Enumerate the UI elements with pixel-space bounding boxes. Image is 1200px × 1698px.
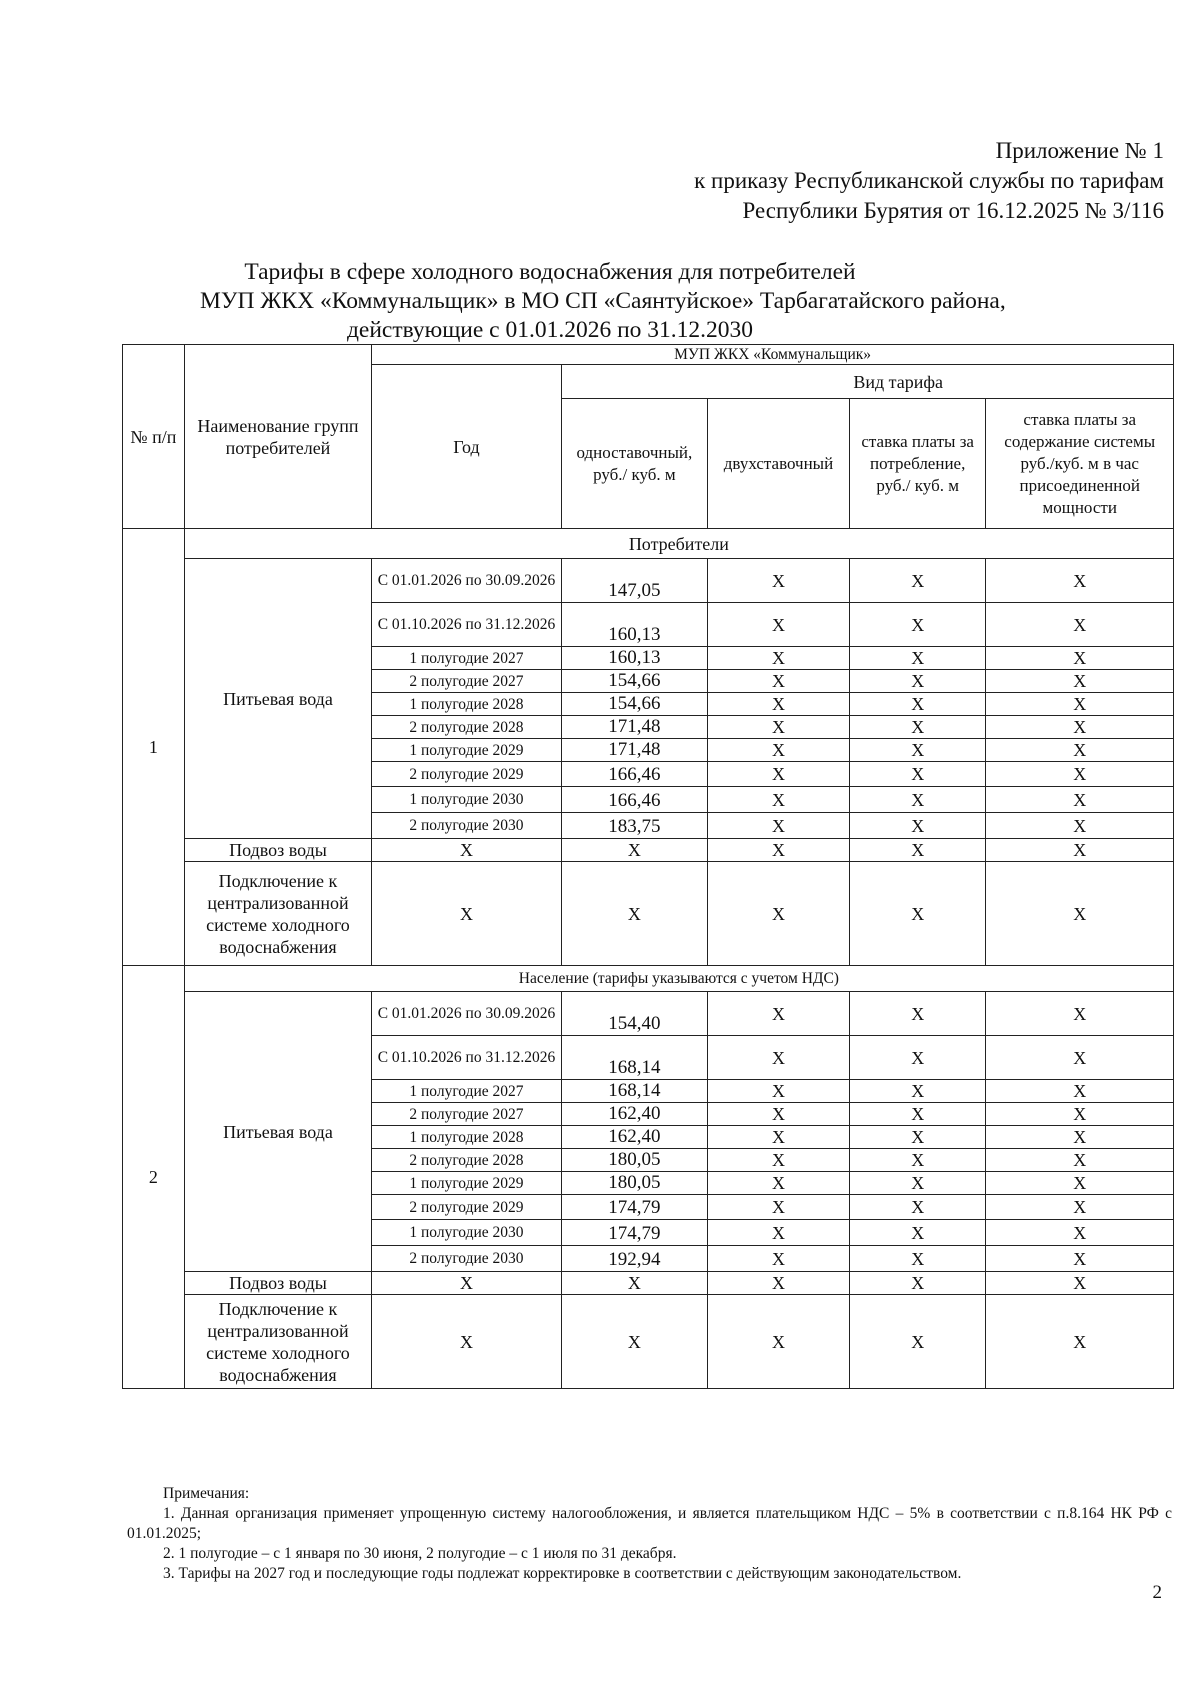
delivery-single-cell: Х xyxy=(561,839,707,862)
col-header-group: Наименование групп потребителей xyxy=(184,345,371,529)
single-rate-cell: 154,66 xyxy=(561,670,707,693)
delivery-single-cell: Х xyxy=(561,1272,707,1295)
period-cell: 1 полугодие 2027 xyxy=(372,1080,562,1103)
period-cell: 1 полугодие 2030 xyxy=(372,1220,562,1246)
double-rate-cell: Х xyxy=(708,739,850,762)
title-line-1: Тарифы в сфере холодного водоснабжения для потребителей xyxy=(244,259,856,285)
single-rate-cell: 183,75 xyxy=(561,813,707,839)
delivery-label: Подвоз воды xyxy=(184,839,371,862)
period-cell: 1 полугодие 2028 xyxy=(372,693,562,716)
maintenance-rate-cell: Х xyxy=(986,762,1174,787)
period-cell: 2 полугодие 2030 xyxy=(372,1246,562,1272)
single-rate-cell: 168,14 xyxy=(561,1036,707,1080)
document-title xyxy=(200,258,1006,345)
period-cell: С 01.10.2026 по 31.12.2026 xyxy=(372,603,562,647)
note-2: 2. 1 полугодие – с 1 января по 30 июня, 2 полугодие – с 1 июля по 31 декабря. xyxy=(163,1545,677,1562)
maintenance-rate-cell: Х xyxy=(986,559,1174,603)
delivery-row xyxy=(123,1272,1174,1295)
maintenance-rate-cell: Х xyxy=(986,739,1174,762)
maintenance-rate-cell: Х xyxy=(986,1172,1174,1195)
consumption-rate-cell: Х xyxy=(849,559,986,603)
single-rate-cell: 160,13 xyxy=(561,603,707,647)
col-header-num: № п/п xyxy=(123,345,185,529)
period-cell: 1 полугодие 2029 xyxy=(372,1172,562,1195)
consumption-rate-cell: Х xyxy=(849,992,986,1036)
maintenance-rate-cell: Х xyxy=(986,1246,1174,1272)
consumption-rate-cell: Х xyxy=(849,1080,986,1103)
note-1: 1. Данная организация применяет упрощенную систему налогообложения, и является плательщиком НДС – 5% в соответствии с п.8.164 НК РФ с 01.01.2025; xyxy=(127,1505,1172,1542)
delivery-label: Подвоз воды xyxy=(184,1272,371,1295)
single-rate-cell: 160,13 xyxy=(561,647,707,670)
group-drinking-water: Питьевая вода xyxy=(184,559,371,839)
double-rate-cell: Х xyxy=(708,1126,850,1149)
single-rate-cell: 171,48 xyxy=(561,716,707,739)
double-rate-cell: Х xyxy=(708,762,850,787)
tariff-table xyxy=(122,344,1174,1389)
col-header-consumption: ставка платы за потребление, руб./ куб. м xyxy=(849,399,986,529)
period-cell: 2 полугодие 2029 xyxy=(372,762,562,787)
note-3: 3. Тарифы на 2027 год и последующие годы подлежат корректировке в соответствии с действующим законодательством. xyxy=(163,1565,962,1582)
consumption-rate-cell: Х xyxy=(849,693,986,716)
single-rate-cell: 154,40 xyxy=(561,992,707,1036)
double-rate-cell: Х xyxy=(708,1080,850,1103)
double-rate-cell: Х xyxy=(708,1103,850,1126)
group-drinking-water: Питьевая вода xyxy=(184,992,371,1272)
single-rate-cell: 174,79 xyxy=(561,1220,707,1246)
maintenance-rate-cell: Х xyxy=(986,647,1174,670)
delivery-row xyxy=(123,839,1174,862)
period-cell: С 01.10.2026 по 31.12.2026 xyxy=(372,1036,562,1080)
consumption-rate-cell: Х xyxy=(849,1103,986,1126)
double-rate-cell: Х xyxy=(708,693,850,716)
document-header xyxy=(694,136,1164,226)
consumption-rate-cell: Х xyxy=(849,1036,986,1080)
consumption-rate-cell: Х xyxy=(849,647,986,670)
consumption-rate-cell: Х xyxy=(849,787,986,813)
notes xyxy=(127,1484,1172,1584)
maintenance-rate-cell: Х xyxy=(986,787,1174,813)
section-number: 1 xyxy=(123,529,185,966)
tariff-kind-header: Вид тарифа xyxy=(561,365,1173,399)
double-rate-cell: Х xyxy=(708,1149,850,1172)
connection-year-cell: Х xyxy=(372,862,562,966)
connection-double-cell: Х xyxy=(708,1295,850,1389)
table-row xyxy=(123,559,1174,603)
delivery-consumption-cell: Х xyxy=(849,839,986,862)
maintenance-rate-cell: Х xyxy=(986,1195,1174,1220)
double-rate-cell: Х xyxy=(708,1220,850,1246)
double-rate-cell: Х xyxy=(708,813,850,839)
connection-maintenance-cell: Х xyxy=(986,862,1174,966)
single-rate-cell: 166,46 xyxy=(561,762,707,787)
double-rate-cell: Х xyxy=(708,1036,850,1080)
delivery-double-cell: Х xyxy=(708,1272,850,1295)
single-rate-cell: 147,05 xyxy=(561,559,707,603)
consumption-rate-cell: Х xyxy=(849,670,986,693)
maintenance-rate-cell: Х xyxy=(986,1036,1174,1080)
header-line-3: Республики Бурятия от 16.12.2025 № 3/116 xyxy=(742,198,1164,223)
connection-consumption-cell: Х xyxy=(849,1295,986,1389)
single-rate-cell: 192,94 xyxy=(561,1246,707,1272)
section-title: Население (тарифы указываются с учетом НДС) xyxy=(184,966,1173,992)
single-rate-cell: 154,66 xyxy=(561,693,707,716)
delivery-consumption-cell: Х xyxy=(849,1272,986,1295)
section-consumers xyxy=(123,529,1174,966)
consumption-rate-cell: Х xyxy=(849,1172,986,1195)
section-title-row xyxy=(123,529,1174,559)
title-line-2: МУП ЖКХ «Коммунальщик» в МО СП «Саянтуйское» Тарбагатайского района, xyxy=(200,288,1006,314)
double-rate-cell: Х xyxy=(708,559,850,603)
period-cell: 2 полугодие 2030 xyxy=(372,813,562,839)
double-rate-cell: Х xyxy=(708,992,850,1036)
maintenance-rate-cell: Х xyxy=(986,1080,1174,1103)
page-number: 2 xyxy=(1152,1582,1162,1603)
table-header xyxy=(123,345,1174,529)
section-number: 2 xyxy=(123,966,185,1389)
single-rate-cell: 180,05 xyxy=(561,1172,707,1195)
double-rate-cell: Х xyxy=(708,1195,850,1220)
notes-heading: Примечания: xyxy=(163,1485,250,1502)
single-rate-cell: 168,14 xyxy=(561,1080,707,1103)
period-cell: 1 полугодие 2027 xyxy=(372,647,562,670)
header-line-1: Приложение № 1 xyxy=(995,138,1164,163)
period-cell: 2 полугодие 2028 xyxy=(372,1149,562,1172)
double-rate-cell: Х xyxy=(708,787,850,813)
single-rate-cell: 171,48 xyxy=(561,739,707,762)
maintenance-rate-cell: Х xyxy=(986,1126,1174,1149)
delivery-year-cell: Х xyxy=(372,1272,562,1295)
period-cell: С 01.01.2026 по 30.09.2026 xyxy=(372,559,562,603)
consumption-rate-cell: Х xyxy=(849,603,986,647)
double-rate-cell: Х xyxy=(708,670,850,693)
double-rate-cell: Х xyxy=(708,1172,850,1195)
connection-label: Подключение к централизованной системе холодного водоснабжения xyxy=(184,1295,371,1389)
double-rate-cell: Х xyxy=(708,647,850,670)
header-line-2: к приказу Республиканской службы по тарифам xyxy=(694,168,1164,193)
period-cell: 2 полугодие 2028 xyxy=(372,716,562,739)
consumption-rate-cell: Х xyxy=(849,1246,986,1272)
maintenance-rate-cell: Х xyxy=(986,670,1174,693)
table-row xyxy=(123,992,1174,1036)
maintenance-rate-cell: Х xyxy=(986,992,1174,1036)
col-header-year: Год xyxy=(372,365,562,529)
maintenance-rate-cell: Х xyxy=(986,716,1174,739)
single-rate-cell: 180,05 xyxy=(561,1149,707,1172)
col-header-maintenance: ставка платы за содержание системы руб./куб. м в час присоединенной мощности xyxy=(986,399,1174,529)
double-rate-cell: Х xyxy=(708,716,850,739)
double-rate-cell: Х xyxy=(708,1246,850,1272)
section-title: Потребители xyxy=(184,529,1173,559)
double-rate-cell: Х xyxy=(708,603,850,647)
connection-single-cell: Х xyxy=(561,862,707,966)
period-cell: 2 полугодие 2029 xyxy=(372,1195,562,1220)
maintenance-rate-cell: Х xyxy=(986,1220,1174,1246)
maintenance-rate-cell: Х xyxy=(986,813,1174,839)
section-population xyxy=(123,966,1174,1389)
col-header-single: одноставочный, руб./ куб. м xyxy=(561,399,707,529)
period-cell: 2 полугодие 2027 xyxy=(372,1103,562,1126)
consumption-rate-cell: Х xyxy=(849,1149,986,1172)
maintenance-rate-cell: Х xyxy=(986,1149,1174,1172)
section-title-row xyxy=(123,966,1174,992)
period-cell: 1 полугодие 2029 xyxy=(372,739,562,762)
connection-double-cell: Х xyxy=(708,862,850,966)
connection-row xyxy=(123,862,1174,966)
consumption-rate-cell: Х xyxy=(849,1126,986,1149)
maintenance-rate-cell: Х xyxy=(986,603,1174,647)
single-rate-cell: 174,79 xyxy=(561,1195,707,1220)
connection-year-cell: Х xyxy=(372,1295,562,1389)
title-line-3: действующие с 01.01.2026 по 31.12.2030 xyxy=(346,317,754,343)
consumption-rate-cell: Х xyxy=(849,1195,986,1220)
consumption-rate-cell: Х xyxy=(849,739,986,762)
delivery-maintenance-cell: Х xyxy=(986,839,1174,862)
maintenance-rate-cell: Х xyxy=(986,1103,1174,1126)
consumption-rate-cell: Х xyxy=(849,1220,986,1246)
period-cell: 1 полугодие 2030 xyxy=(372,787,562,813)
delivery-maintenance-cell: Х xyxy=(986,1272,1174,1295)
delivery-year-cell: Х xyxy=(372,839,562,862)
connection-single-cell: Х xyxy=(561,1295,707,1389)
consumption-rate-cell: Х xyxy=(849,716,986,739)
maintenance-rate-cell: Х xyxy=(986,693,1174,716)
period-cell: 1 полугодие 2028 xyxy=(372,1126,562,1149)
connection-maintenance-cell: Х xyxy=(986,1295,1174,1389)
connection-label: Подключение к централизованной системе холодного водоснабжения xyxy=(184,862,371,966)
org-header: МУП ЖКХ «Коммунальщик» xyxy=(372,345,1174,365)
col-header-double: двухставочный xyxy=(708,399,850,529)
connection-consumption-cell: Х xyxy=(849,862,986,966)
consumption-rate-cell: Х xyxy=(849,813,986,839)
consumption-rate-cell: Х xyxy=(849,762,986,787)
connection-row xyxy=(123,1295,1174,1389)
single-rate-cell: 162,40 xyxy=(561,1126,707,1149)
period-cell: 2 полугодие 2027 xyxy=(372,670,562,693)
single-rate-cell: 166,46 xyxy=(561,787,707,813)
single-rate-cell: 162,40 xyxy=(561,1103,707,1126)
delivery-double-cell: Х xyxy=(708,839,850,862)
period-cell: С 01.01.2026 по 30.09.2026 xyxy=(372,992,562,1036)
